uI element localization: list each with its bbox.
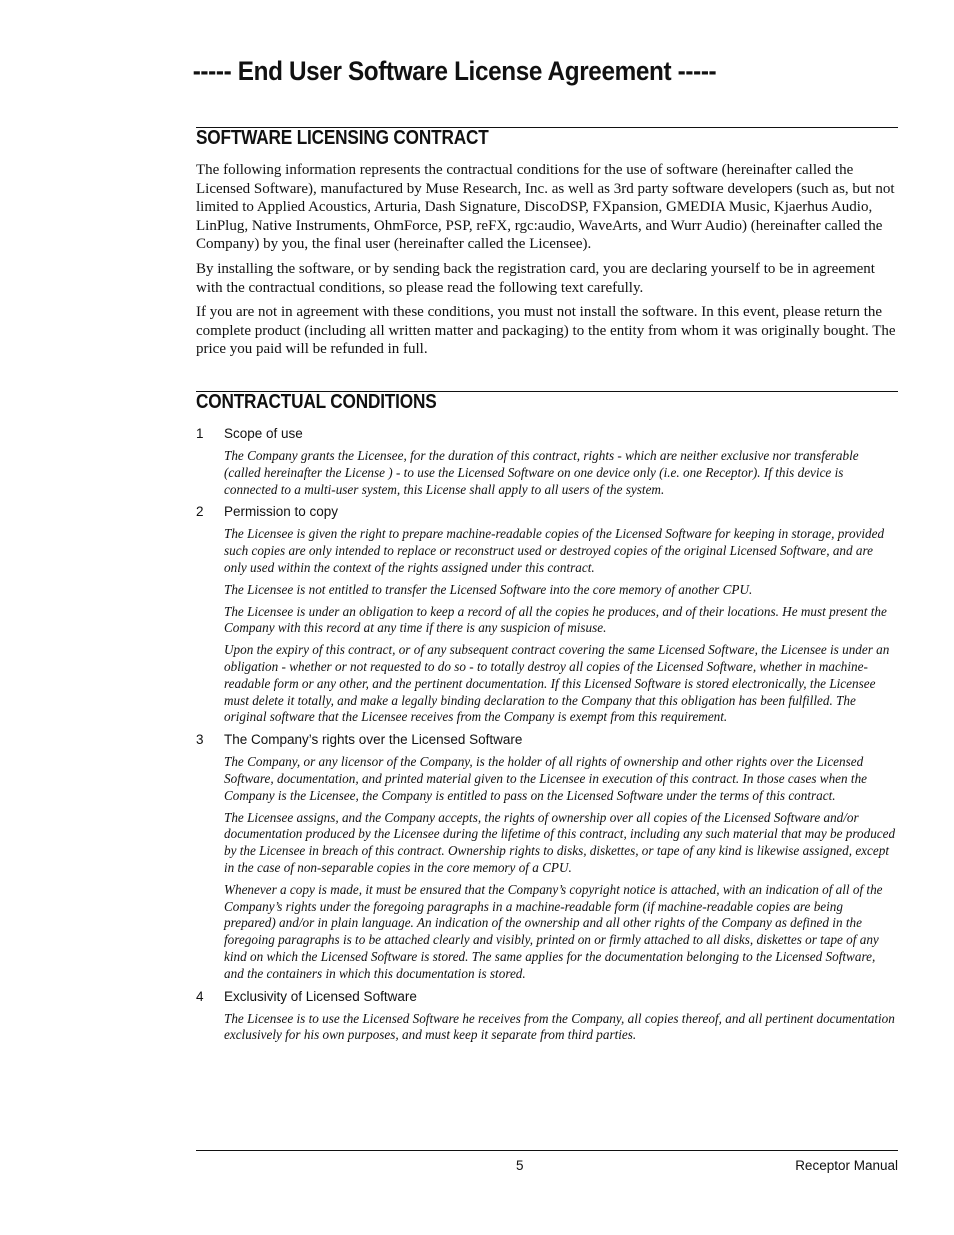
section-software-licensing-contract	[196, 127, 898, 365]
clause-paragraph: The Licensee assigns, and the Company accepts, the rights of ownership over all copies of the Licensed Software and/or documentation produced by the Licensee during the lifetime of this contract, including any such material that may be produced by the Licensee in breach of this contract. Ownership rights to disks, diskettes, or tape of any kind is likewise assigned, except in the case of non-separable copies in the core memory of a CPU.	[224, 809, 896, 875]
clause-paragraph: The Licensee is under an obligation to keep a record of all the copies he produces, and of their locations. He must present the Company with this record at any time if there is any suspicion of misuse.	[224, 603, 887, 636]
body-paragraph: If you are not in agreement with these conditions, you must not install the software. In this event, please return the complete product (including all written matter and packaging) to the entity from whom it was originally bought. The price you paid will be refunded in full.	[196, 304, 896, 358]
page-title: ----- End User Software License Agreement -----	[192, 56, 717, 86]
clause-heading	[196, 731, 898, 749]
page-footer	[196, 1158, 898, 1176]
clause-paragraph: The Licensee is to use the Licensed Software he receives from the Company, all copies thereof, and all pertinent documentation exclusively for his own purposes, and must keep it separate from third parties.	[224, 1010, 895, 1043]
section-heading: CONTRACTUAL CONDITIONS	[196, 391, 437, 413]
clause-paragraph: The Licensee is given the right to prepare machine-readable copies of the Licensed Software for keeping in storage, provided such copies are only intended to replace or reconstruct used or destroyed copies of the original Licensed Software, and are only used within the context of the rights assigned under this contract.	[224, 526, 885, 575]
clause-number: 2	[196, 504, 204, 520]
clause-paragraph: Whenever a copy is made, it must be ensured that the Company’s copyright notice is attached, with an indication of all of the Company’s rights under the foregoing paragraphs in a machine-readable form (if machine-readable copies are being prepared) and/or in plain language. An indication of the ownership and all other rights of the Company as defined in the foregoing paragraphs is to be attached clearly and visibly, printed on or firmly attached to all disks, diskettes or tape of any kind on which the Licensed Software is stored. The same applies for the documentation belonging to the Licensed Software, and the containers in which this documentation is stored.	[224, 881, 883, 981]
section-contractual-conditions	[196, 391, 898, 1049]
clause-number: 4	[196, 988, 204, 1004]
section-heading: SOFTWARE LICENSING CONTRACT	[196, 127, 489, 149]
clause-title: Permission to copy	[224, 504, 339, 520]
body-paragraph: By installing the software, or by sending back the registration card, you are declaring yourself to be in agreement with the contractual conditions, so please read the following text carefully.	[196, 260, 875, 296]
clause-title: Scope of use	[224, 426, 303, 441]
page-number: 5	[516, 1158, 524, 1173]
clause-heading	[196, 425, 898, 443]
clause-title: Exclusivity of Licensed Software	[224, 988, 417, 1004]
clause-heading	[196, 503, 898, 521]
manual-name: Receptor Manual	[795, 1158, 898, 1173]
clause-heading	[196, 988, 898, 1006]
clause-title: The Company’s rights over the Licensed Software	[224, 732, 523, 748]
clause-paragraph: The Licensee is not entitled to transfer the Licensed Software into the core memory of another CPU.	[224, 581, 753, 597]
clause-paragraph: Upon the expiry of this contract, or of any subsequent contract covering the same Licensed Software, the Licensee is under an obligation - whether or not requested to do so - to totally destroy all copies of the Licensed Software, whether in machine-readable form or any other, and the pertinent documentation. If this Licensed Software is stored electronically, the Licensee must delete it totally, and make a legally binding declaration to the Company that this obligation has been fulfilled. The original software that the Licensee receives from the Company is exempt from this requirement.	[224, 642, 890, 725]
body-paragraph: The following information represents the contractual conditions for the use of software (hereinafter called the Licensed Software), manufactured by Muse Research, Inc. as well as 3rd party software developers (such as, but not limited to Applied Acoustics, Arturia, Dash Signature, DiscoDSP, FXpansion, GMEDIA Music, Kjaerhus Audio, LinPlug, Native Instruments, OhmForce, PSP, reFX, rgc:audio, WaveArts, and Wurr Audio) (hereinafter called the Company) by you, the final user (hereinafter called the Licensee).	[196, 162, 895, 253]
clause-number: 1	[196, 426, 204, 441]
footer-divider	[196, 1150, 898, 1151]
clause-paragraph: The Company, or any licensor of the Company, is the holder of all rights of ownership and other rights over the Licensed Software, documentation, and printed material given to the Licensee in execution of this contract. In those cases when the Company is the Licensee, the Company is entitled to pass on the Licensed Software under the terms of this contract.	[224, 754, 868, 803]
clause-paragraph: The Company grants the Licensee, for the duration of this contract, rights - which are neither exclusive nor transferable (called hereinafter the License ) - to use the Licensed Software on one device only (i.e. one Receptor). If this device is connected to a multi-user system, this License shall apply to all users of the system.	[224, 448, 859, 497]
clause-number: 3	[196, 732, 204, 748]
